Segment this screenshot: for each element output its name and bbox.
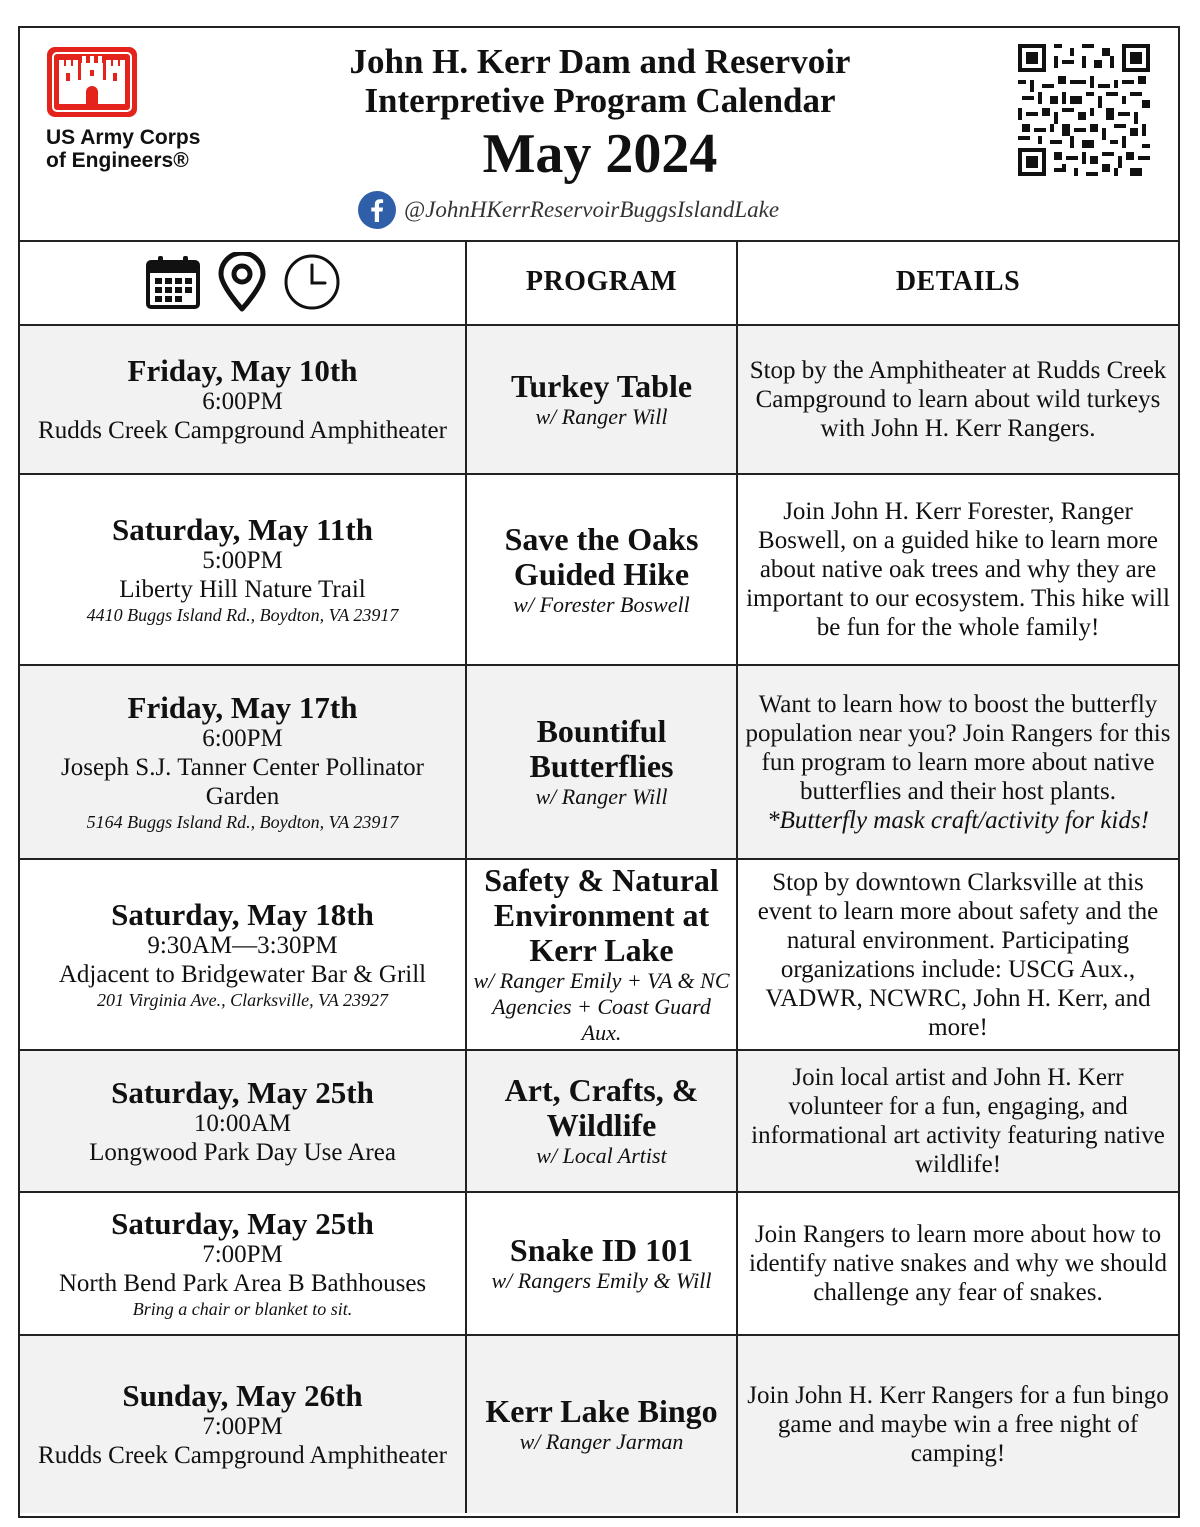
event-details <box>737 325 1178 474</box>
event-program <box>466 474 737 665</box>
event-program <box>466 1050 737 1192</box>
facebook-handle[interactable]: @JohnHKerrReservoirBuggsIslandLake <box>404 197 780 222</box>
details-text: Join Rangers to learn more about how to identify native snakes and why we should challenge any fear of snakes. <box>749 1221 1167 1306</box>
column-header-program: PROGRAM <box>466 240 737 325</box>
event-details <box>737 1335 1178 1513</box>
event-location: Rudds Creek Campground Amphitheater <box>38 417 447 444</box>
calendar-icon <box>145 254 201 310</box>
program-title: Snake ID 101 <box>509 1232 694 1268</box>
event-when-where <box>20 859 466 1050</box>
event-row <box>20 1050 1178 1192</box>
event-day: Friday, May 10th <box>127 353 358 388</box>
event-day: Saturday, May 18th <box>111 897 374 932</box>
title-line-1: John H. Kerr Dam and Reservoir <box>349 42 851 81</box>
event-program <box>466 859 737 1050</box>
event-day: Saturday, May 25th <box>111 1074 374 1110</box>
program-title: Bountiful Butterflies <box>529 713 674 784</box>
event-when-where <box>20 665 466 859</box>
event-day: Friday, May 17th <box>127 690 358 725</box>
program-host: w/ Ranger Jarman <box>519 1429 684 1454</box>
event-time: 5:00PM <box>202 547 283 574</box>
event-day: Saturday, May 11th <box>112 512 373 547</box>
program-host: w/ Forester Boswell <box>513 591 690 617</box>
program-host: w/ Ranger Will <box>535 404 668 429</box>
event-when-where <box>20 1335 466 1513</box>
details-text: Join local artist and John H. Kerr volunteer for a fun, engaging, and informational art activity featuring native wildlife! <box>751 1064 1165 1178</box>
title-line-2: Interpretive Program Calendar <box>364 81 836 120</box>
event-location: Liberty Hill Nature Trail <box>119 576 366 603</box>
event-details <box>737 859 1178 1050</box>
details-text: Want to learn how to boost the butterfly population near you? Join Rangers for this fun program to learn more about native butterflies and their host plants. <box>745 690 1171 805</box>
program-host: w/ Rangers Emily & Will <box>491 1268 712 1293</box>
details-text: Join John H. Kerr Rangers for a fun bingo game and maybe win a free night of camping! <box>747 1382 1169 1467</box>
event-note: Bring a chair or blanket to sit. <box>132 1299 353 1319</box>
event-address: 4410 Buggs Island Rd., Boydton, VA 23917 <box>86 605 399 625</box>
event-time: 10:00AM <box>193 1109 292 1137</box>
month-heading: May 2024 <box>482 123 718 185</box>
program-title: Kerr Lake Bingo <box>485 1393 718 1429</box>
event-day: Sunday, May 26th <box>122 1378 363 1413</box>
event-program <box>466 1335 737 1513</box>
event-location: Longwood Park Day Use Area <box>89 1138 396 1166</box>
event-address: 5164 Buggs Island Rd., Boydton, VA 23917 <box>86 812 399 832</box>
event-address: 201 Virginia Ave., Clarksville, VA 23927 <box>97 990 388 1010</box>
event-when-where <box>20 1192 466 1335</box>
event-details <box>737 665 1178 859</box>
event-time: 7:00PM <box>202 1413 283 1440</box>
program-title: Art, Crafts, & Wildlife <box>504 1072 699 1143</box>
event-when-where <box>20 474 466 665</box>
event-day: Saturday, May 25th <box>111 1206 374 1241</box>
event-time: 9:30AM—3:30PM <box>147 932 338 959</box>
column-header-details: DETAILS <box>737 240 1178 325</box>
event-row <box>20 1335 1178 1513</box>
program-title: Turkey Table <box>510 368 693 404</box>
event-row <box>20 474 1178 665</box>
event-location: North Bend Park Area B Bathhouses <box>58 1270 427 1297</box>
event-row <box>20 1192 1178 1335</box>
event-location: Rudds Creek Campground Amphitheater <box>38 1442 447 1469</box>
header <box>20 28 1178 242</box>
event-location: Joseph S.J. Tanner Center Pollinator Garden <box>60 754 425 810</box>
usace-wordmark: US Army Corps of Engineers® <box>46 126 201 172</box>
qr-code-icon[interactable] <box>1018 44 1150 176</box>
event-time: 7:00PM <box>202 1241 283 1268</box>
calendar-sheet <box>18 26 1180 1518</box>
program-host: w/ Local Artist <box>536 1143 667 1168</box>
program-host: w/ Ranger Emily + VA & NC Agencies + Coast Guard Aux. <box>473 968 730 1045</box>
details-text: Stop by the Amphitheater at Rudds Creek Campground to learn about wild turkeys with John H. Kerr Rangers. <box>749 357 1167 442</box>
event-program <box>466 665 737 859</box>
event-when-where <box>20 325 466 474</box>
event-details <box>737 1050 1178 1192</box>
title-block <box>280 42 920 186</box>
event-row <box>20 859 1178 1050</box>
clock-icon <box>283 253 341 311</box>
program-title: Safety & Natural Environment at Kerr Lake <box>484 862 719 968</box>
program-title: Save the Oaks Guided Hike <box>504 520 699 592</box>
castle-logo-icon <box>46 46 138 118</box>
facebook-link[interactable] <box>358 190 779 230</box>
details-text: Join John H. Kerr Forester, Ranger Boswell, on a guided hike to learn more about native oak trees and why they are important to our ecosystem. This hike will be fun for the whole family! <box>746 498 1170 641</box>
event-row <box>20 325 1178 474</box>
program-host: w/ Ranger Will <box>535 784 668 809</box>
event-program <box>466 1192 737 1335</box>
column-header-when-where <box>20 240 466 325</box>
event-when-where <box>20 1050 466 1192</box>
program-table <box>20 240 1178 1513</box>
details-text: Stop by downtown Clarksville at this event to learn more about safety and the natural environment. Participating organizations include: USCG Aux., VADWR, NCWRC, John H. Kerr, and more! <box>757 868 1159 1041</box>
event-details <box>737 1192 1178 1335</box>
event-row <box>20 665 1178 859</box>
details-note: *Butterfly mask craft/activity for kids! <box>767 806 1149 834</box>
event-time: 6:00PM <box>202 725 283 752</box>
location-pin-icon <box>217 252 267 312</box>
event-location: Adjacent to Bridgewater Bar & Grill <box>58 961 427 988</box>
event-time: 6:00PM <box>202 388 283 415</box>
event-program <box>466 325 737 474</box>
event-details <box>737 474 1178 665</box>
facebook-icon <box>358 191 396 229</box>
